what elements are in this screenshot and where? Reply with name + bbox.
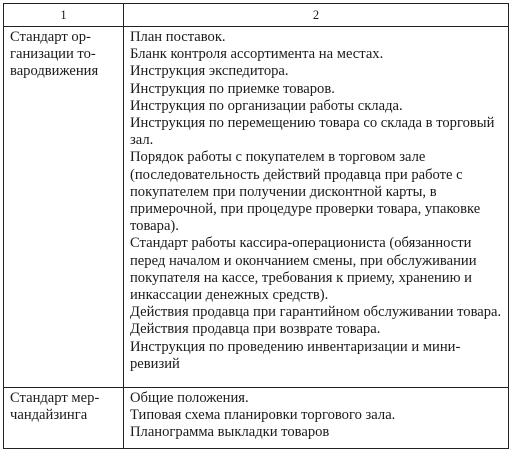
list-item: Действия продавца при возврате товара.: [130, 321, 381, 338]
standards-table: [3, 3, 509, 449]
row-items-cell: [124, 388, 509, 449]
row-label-cell: [4, 27, 124, 388]
row-items-cell: [124, 27, 509, 388]
row-label: Стандарт организации товародвижения: [10, 29, 99, 80]
list-item: Планограмма выкладки товаров: [130, 424, 330, 441]
list-item: Типовая схема планировки торгового зала.: [130, 407, 396, 424]
column-number-2: 2: [124, 4, 509, 27]
list-item: Бланк контроля ассортимента на местах.: [130, 46, 384, 63]
row-label-cell: [4, 388, 124, 449]
list-item: Действия продавца при гарантийном обслуживании товара.: [130, 304, 502, 321]
list-item: Общие положения.: [130, 390, 249, 406]
list-item: Инструкция по проведению инвентаризации и миниревизий: [130, 338, 461, 372]
list-item: Инструкция по организации работы склада.: [130, 97, 403, 114]
list-item: Инструкция экспедитора.: [130, 63, 289, 80]
table-row: [4, 27, 509, 388]
list-item: План поставок.: [130, 29, 226, 45]
list-item: Инструкция по перемещению товара со склада в торговый зал.: [130, 115, 495, 149]
list-item: Инструкция по приемке товаров.: [130, 80, 335, 97]
table-row: [4, 388, 509, 449]
row-label: Стандарт мерчандайзинга: [10, 390, 100, 424]
list-item: Порядок работы с покупателем в торговом зале (последовательность действий продавца при работе с покупателем при получении дисконтной карты, в примерочной, при процедуре проверки товара, упаковке товара).: [130, 149, 481, 235]
table-header-row: [4, 4, 509, 27]
list-item: Стандарт работы кассира-операциониста (обязанности перед началом и окончанием смены, при обслуживании покупателя на кассе, требования к приему, хранению и инкассации денежных средств).: [130, 235, 477, 304]
column-number-1: 1: [4, 4, 124, 27]
